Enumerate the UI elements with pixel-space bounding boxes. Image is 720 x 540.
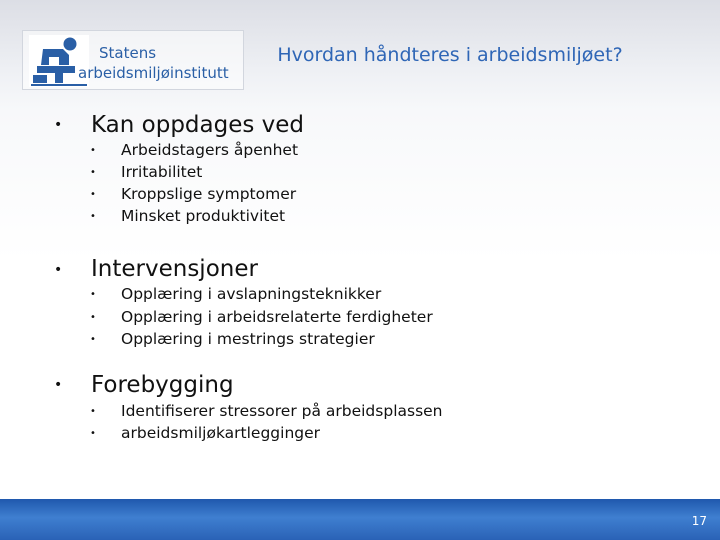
bullet-icon: • [54,377,63,393]
list-item: Arbeidstagers åpenhet [121,141,299,159]
list-item: arbeidsmiljøkartlegginger [121,424,321,442]
list-item: Identifiserer stressorer på arbeidsplassen [121,402,443,420]
bullet-icon: • [90,428,96,439]
list-item: Opplæring i avslapningsteknikker [121,285,382,303]
bullet-icon: • [90,406,96,417]
slide-title: Hvordan håndteres i arbeidsmiljøet? [277,44,623,66]
bullet-icon: • [54,117,63,133]
section-heading: Intervensjoner [91,256,258,282]
list-item: Opplæring i arbeidsrelaterte ferdigheter [121,308,433,326]
section-heading: Forebygging [91,372,234,398]
logo-text-line1: Statens [99,44,157,62]
footer-bar [0,499,720,540]
page-number: 17 [691,514,707,528]
logo-text-line2: arbeidsmiljøinstitutt [78,64,229,82]
bullet-icon: • [90,145,96,156]
bullet-icon: • [90,189,96,200]
bullet-icon: • [90,289,96,300]
bullet-icon: • [90,312,96,323]
list-item: Opplæring i mestrings strategier [121,330,375,348]
bullet-icon: • [90,211,96,222]
list-item: Irritabilitet [121,163,203,181]
list-item: Minsket produktivitet [121,207,286,225]
bullet-icon: • [90,334,96,345]
section-heading: Kan oppdages ved [91,112,305,138]
bullet-icon: • [90,167,96,178]
list-item: Kroppslige symptomer [121,185,297,203]
bullet-icon: • [54,262,63,278]
